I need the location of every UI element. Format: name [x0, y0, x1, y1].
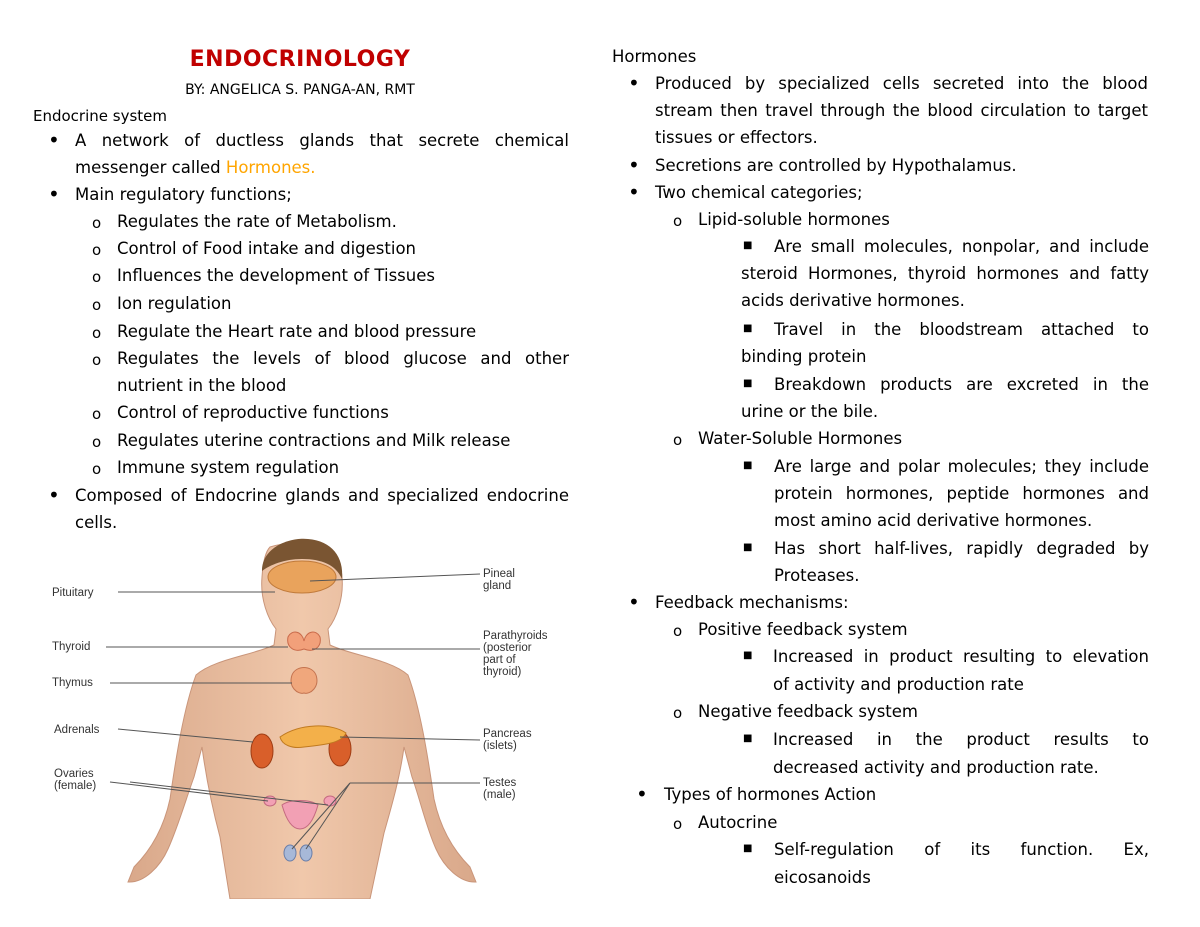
circle-bullet-icon: o	[673, 431, 683, 449]
label-testes: Testes (male)	[483, 777, 517, 801]
bullet-icon	[628, 153, 640, 177]
produced-line2: stream then travel through the blood circulation to target	[655, 101, 1148, 120]
lipid-point1-line3: acids derivative hormones.	[741, 291, 965, 310]
lipid-point3-line1: Breakdown products are excreted in the	[774, 375, 1149, 394]
negative-point-line2: decreased activity and production rate.	[773, 758, 1099, 777]
circle-bullet-icon: o	[92, 268, 102, 286]
water-point2-line2: Proteases.	[774, 566, 860, 585]
bullet-icon	[48, 128, 60, 152]
bullet-composed-line2: cells.	[75, 513, 118, 532]
produced-line1: Produced by specialized cells secreted into the blood	[655, 74, 1148, 93]
function-immune: Immune system regulation	[117, 458, 340, 477]
label-adrenals: Adrenals	[54, 724, 100, 736]
hormones-highlight: Hormones.	[225, 158, 316, 177]
circle-bullet-icon: o	[92, 460, 102, 478]
circle-bullet-icon: o	[673, 212, 683, 230]
autocrine-point-line2: eicosanoids	[774, 868, 871, 887]
circle-bullet-icon: o	[92, 324, 102, 342]
page-title: ENDOCRINOLOGY	[189, 47, 411, 72]
circle-bullet-icon: o	[92, 296, 102, 314]
square-bullet-icon: ■	[743, 323, 753, 334]
bullet-regulatory: Main regulatory functions;	[75, 185, 292, 204]
endocrine-glands-figure	[40, 537, 570, 899]
lipid-point3-line2: urine or the bile.	[741, 402, 879, 421]
water-point1-line1: Are large and polar molecules; they include	[774, 457, 1149, 476]
bullet-network-line1: A network of ductless glands that secrete chemical	[75, 131, 569, 150]
section-heading-endocrine: Endocrine system	[33, 107, 167, 125]
circle-bullet-icon: o	[92, 351, 102, 369]
label-pineal: Pineal gland	[483, 568, 515, 592]
lipid-point1-line1: Are small molecules, nonpolar, and include	[774, 237, 1149, 256]
autocrine-heading: Autocrine	[698, 813, 778, 832]
label-parathyroids: Parathyroids (posterior part of thyroid)	[483, 630, 548, 678]
function-glucose-line2: nutrient in the blood	[117, 376, 287, 395]
positive-point-line1: Increased in product resulting to elevation	[773, 647, 1149, 666]
bullet-icon	[628, 71, 640, 95]
circle-bullet-icon: o	[92, 214, 102, 232]
lipid-soluble-heading: Lipid-soluble hormones	[698, 210, 890, 229]
negative-feedback-heading: Negative feedback system	[698, 702, 918, 721]
bullet-network-line2: messenger called Hormones.	[75, 158, 316, 177]
author-byline: BY: ANGELICA S. PANGA-AN, RMT	[185, 82, 415, 98]
function-reproductive: Control of reproductive functions	[117, 403, 389, 422]
produced-line3: tissues or effectors.	[655, 128, 818, 147]
lipid-point1-line2: steroid Hormones, thyroid hormones and fatty	[741, 264, 1149, 283]
water-point1-line2: protein hormones, peptide hormones and	[774, 484, 1149, 503]
bullet-icon	[628, 180, 640, 204]
square-bullet-icon: ■	[743, 460, 753, 471]
water-soluble-heading: Water-Soluble Hormones	[698, 429, 903, 448]
types-of-action: Types of hormones Action	[664, 785, 877, 804]
circle-bullet-icon: o	[92, 405, 102, 423]
circle-bullet-icon: o	[92, 433, 102, 451]
bullet-icon	[48, 182, 60, 206]
circle-bullet-icon: o	[92, 241, 102, 259]
lipid-point2-line1: Travel in the bloodstream attached to	[774, 320, 1149, 339]
function-glucose-line1: Regulates the levels of blood glucose and other	[117, 349, 569, 368]
positive-point-line2: of activity and production rate	[773, 675, 1024, 694]
label-pituitary: Pituitary	[52, 587, 94, 599]
function-food-intake: Control of Food intake and digestion	[117, 239, 417, 258]
function-uterine: Regulates uterine contractions and Milk release	[117, 431, 511, 450]
bullet-icon	[636, 782, 648, 806]
water-point1-line3: most amino acid derivative hormones.	[774, 511, 1093, 530]
square-bullet-icon: ■	[743, 650, 753, 661]
square-bullet-icon: ■	[743, 733, 753, 744]
bullet-composed-line1: Composed of Endocrine glands and specialized endocrine	[75, 486, 569, 505]
square-bullet-icon: ■	[743, 542, 753, 553]
lipid-point2-line2: binding protein	[741, 347, 867, 366]
section-heading-hormones: Hormones	[612, 47, 697, 66]
circle-bullet-icon: o	[673, 815, 683, 833]
function-metabolism: Regulates the rate of Metabolism.	[117, 212, 397, 231]
function-heart: Regulate the Heart rate and blood pressure	[117, 322, 477, 341]
square-bullet-icon: ■	[743, 378, 753, 389]
autocrine-point-line1: Self-regulation of its function. Ex,	[774, 840, 1149, 859]
function-tissues: Influences the development of Tissues	[117, 266, 435, 285]
label-thyroid: Thyroid	[52, 641, 91, 653]
negative-point-line1: Increased in the product results to	[773, 730, 1149, 749]
label-pancreas: Pancreas (islets)	[483, 728, 532, 752]
label-thymus: Thymus	[52, 677, 93, 689]
feedback-mechanisms: Feedback mechanisms:	[655, 593, 849, 612]
positive-feedback-heading: Positive feedback system	[698, 620, 908, 639]
secretions: Secretions are controlled by Hypothalamus.	[655, 156, 1017, 175]
circle-bullet-icon: o	[673, 704, 683, 722]
function-ion: Ion regulation	[117, 294, 232, 313]
water-point2-line1: Has short half-lives, rapidly degraded by	[774, 539, 1149, 558]
circle-bullet-icon: o	[673, 622, 683, 640]
bullet-icon	[628, 590, 640, 614]
bullet-icon	[48, 483, 60, 507]
label-ovaries: Ovaries (female)	[54, 768, 97, 792]
square-bullet-icon: ■	[743, 240, 753, 251]
two-categories: Two chemical categories;	[655, 183, 863, 202]
square-bullet-icon: ■	[743, 843, 753, 854]
